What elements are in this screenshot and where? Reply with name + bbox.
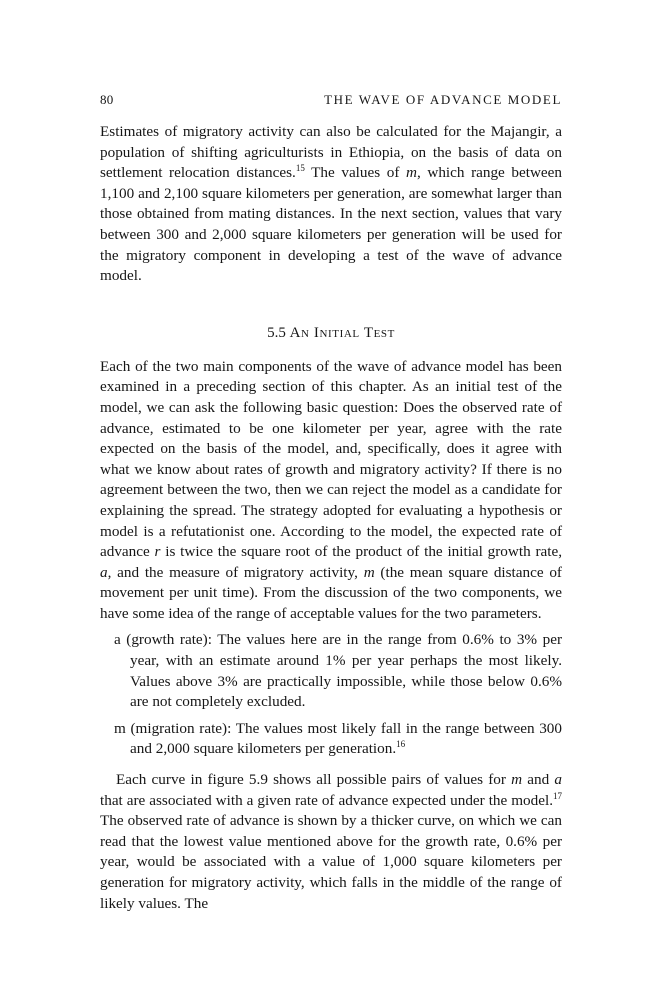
- footnote-marker: 16: [396, 739, 406, 750]
- paragraph-initial-test: [100, 357, 562, 625]
- variable-m: m: [363, 563, 375, 581]
- section-title: An Initial Test: [289, 324, 395, 341]
- running-head: THE WAVE OF ADVANCE MODEL: [324, 92, 562, 107]
- text-span: (the mean square distance of movement per unit time). From the discussion of the two components, we have some idea of the range of acceptable values for the two parameters.: [100, 563, 562, 622]
- list-item-growth-rate: [100, 630, 562, 712]
- variable-m: m: [511, 771, 523, 789]
- footnote-marker: 15: [295, 163, 305, 174]
- text-span: is twice the square root of the product of the initial growth rate,: [160, 543, 563, 561]
- paragraph-majangir: [100, 122, 562, 287]
- book-page: [100, 92, 562, 914]
- text-span: a (growth rate): The values here are in the range from 0.6% to 3% per year, with an estimate around 1% per year perhaps the most likely. Values above 3% are practically impossible, while those below 0.6% are not completely excluded.: [114, 631, 562, 711]
- list-item-migration-rate: [100, 719, 562, 760]
- text-span: The values of: [304, 164, 406, 182]
- text-span: , which range between 1,100 and 2,100 square kilometers per generation, are somewhat larger than those obtained from mating distances. In the next section, values that vary between 300 and 2,000 square kilometers per generation will be used for the migratory component in developing a test of the wave of advance model.: [100, 164, 562, 285]
- variable-a: a: [554, 771, 562, 789]
- variable-a: a: [100, 563, 108, 581]
- text-span: Estimates of migratory activity can also be calculated for the Majangir, a population of shifting agriculturists in Ethiopia, on the basis of data on settlement relocation distances.: [100, 123, 562, 182]
- paragraph-figure-curves: [100, 770, 562, 914]
- text-span: , and the measure of migratory activity,: [107, 563, 364, 581]
- text-span: Each curve in figure 5.9 shows all possible pairs of values for: [116, 771, 512, 789]
- text-span: Each of the two main components of the wave of advance model has been examined in a preceding section of this chapter. As an initial test of the model, we can ask the following basic question: Does the observed rate of advance, estimated to be one kilometer per year, agree with the rate expected on the basis of the model, and, specifically, does it agree with what we know about rates of growth and migratory activity? If there is no agreement between the two, then we can reject the model as a candidate for explaining the spread. The strategy adopted for evaluating a hypothesis or model is a refutationist one. According to the model, the expected rate of advance: [100, 357, 562, 561]
- section-heading: [100, 323, 562, 343]
- page-header: [100, 92, 562, 114]
- variable-m: m: [406, 164, 417, 182]
- text-span: m (migration rate): The values most likely fall in the range between 300 and 2,000 square kilometers per generation.: [114, 719, 562, 758]
- section-number: 5.5: [267, 324, 286, 341]
- footnote-marker: 17: [553, 790, 562, 801]
- page-number: 80: [100, 92, 114, 107]
- text-span: The observed rate of advance is shown by a thicker curve, on which we can read that the lowest value mentioned above for the growth rate, 0.6% per year, would be associated with a value of 1,000 square kilometers per generation for migratory activity, which falls in the middle of the range of likely values. The: [100, 812, 562, 912]
- text-span: that are associated with a given rate of advance expected under the model.: [100, 791, 553, 809]
- text-span: and: [522, 771, 555, 789]
- variable-r: r: [154, 543, 161, 561]
